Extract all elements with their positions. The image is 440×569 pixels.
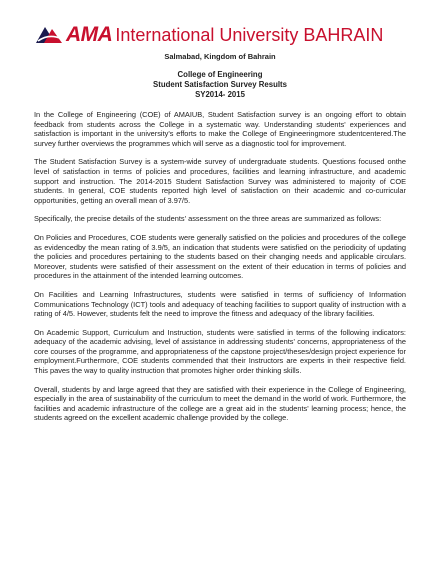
ama-logo-icon [34,23,64,47]
paragraph-policies: On Policies and Procedures, COE students were generally satisfied on the policies and procedures of the college as evidencedby the mean rating of 3.9/5, an indication that students were satisfied on the periodicity of updating the policies and procedures pertaining to the students based on their changing needs and applicable circulars. Moreover, students were satisfied of their assessment on the extent of their education in terms of policies and procedures in the attainment of the intended learning outcomes. [34,232,406,281]
paragraph-facilities: On Facilities and Learning Infrastructures, students were satisfied in terms of sufficiency of Information Communications Technology (ICT) tools and adequacy of teaching facilities to support quality of instruction with a rating of 4/5. However, students felt the need to improve the fitness and adequacy of the library facilities. [34,289,406,319]
title-college: College of Engineering [177,70,263,79]
paragraph-specifics: Specifically, the precise details of the students' assessment on the three areas are summarized as follows: [34,214,382,224]
paragraph-intro: In the College of Engineering (COE) of AMAIUB, Student Satisfaction survey is an ongoing effort to obtain feedback from students across the College in a systematic way. Understanding students' experiences and satisfaction is important in the university's efforts to make the College of Engineeringmore studentcentered.The survey further overviews the programmes which will serve as a diagnostic tool for improvement. [34,110,406,148]
title-year: SY2014- 2015 [195,90,245,99]
paragraph-overall: Overall, students by and large agreed that they are satisfied with their experience in the College of Engineering, especially in the area of sustainability of the curriculum to meet the demand in the world of work. Furthermore, the facilities and academic infrastructure of the college are a great aid in the students' learning process; hence, the students agreed on the excellent academic challenge provided by the college. [34,384,406,423]
title-survey: Student Satisfaction Survey Results [153,80,287,89]
paragraph-survey-overview: The Student Satisfaction Survey is a system-wide survey of undergraduate students. Questions focused onthe level of satisfaction in terms of policies and procedures, facilities and learning infrastructure, and academic support and instruction. The 2014-2015 Student Satisfaction Survey was administered to majority of COE students. In general, COE students reported high level of satisfaction on their academic and co-curricular opportunities, getting an overall mean of 3.97/5. [34,157,406,205]
logo-ama-text: AMA [66,23,113,46]
document-title [34,70,406,100]
location-line: Salmabad, Kingdom of Bahrain [164,52,276,61]
letterhead [34,22,406,48]
document-body [34,110,406,423]
paragraph-academic-support: On Academic Support, Curriculum and Instruction, students were satisfied in terms of the following indicators: adequacy of the academic advising, level of assistance in addressing students' concerns, appropriateness of the core courses of the programme, and appropriateness of the capstone project/theses/design project experience for employment.Furthermore, COE students commended that their Instructors are experts in their respective field. This paves the way to quality instruction that promotes higher order thinking skills. [34,327,406,376]
university-name: International University BAHRAIN [115,25,384,45]
